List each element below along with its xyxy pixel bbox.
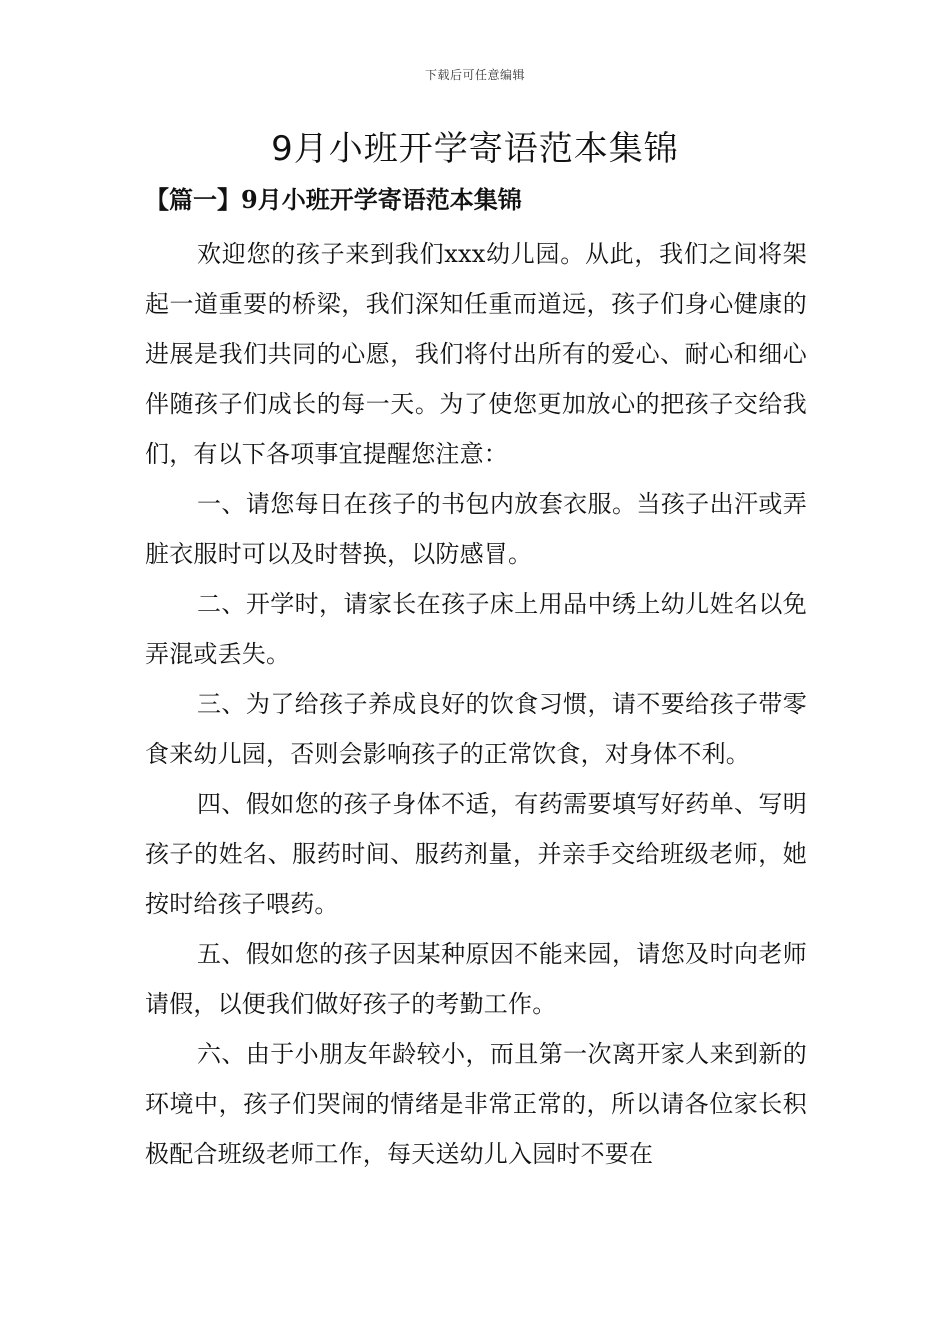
document-title: 9月小班开学寄语范本集锦 [271, 129, 679, 169]
section-heading: 【篇一】9月小班开学寄语范本集锦 [145, 185, 522, 214]
paragraph-welcome: 欢迎您的孩子来到我们xxx幼儿园。从此，我们之间将架起一道重要的桥梁，我们深知任重而道远，孩子们身心健康的进展是我们共同的心愿，我们将付出所有的爱心、耐心和细心伴随孩子们成长的每一天。为了使您更加放心的把孩子交给我们，有以下各项事宜提醒您注意： [145, 240, 807, 468]
paragraph-item-2: 二、开学时，请家长在孩子床上用品中绣上幼儿姓名以免弄混或丢失。 [145, 590, 807, 668]
header-note: 下载后可任意编辑 [424, 68, 525, 82]
paragraph-item-4: 四、假如您的孩子身体不适，有药需要填写好药单、写明孩子的姓名、服药时间、服药剂量，并亲手交给班级老师，她按时给孩子喂药。 [145, 790, 807, 918]
paragraph-item-1: 一、请您每日在孩子的书包内放套衣服。当孩子出汗或弄脏衣服时可以及时替换，以防感冒。 [145, 490, 807, 568]
paragraph-item-3: 三、为了给孩子养成良好的饮食习惯，请不要给孩子带零食来幼儿园，否则会影响孩子的正常饮食，对身体不利。 [145, 690, 807, 768]
paragraph-item-5: 五、假如您的孩子因某种原因不能来园，请您及时向老师请假，以便我们做好孩子的考勤工作。 [145, 940, 807, 1018]
paragraph-item-6: 六、由于小朋友年龄较小，而且第一次离开家人来到新的环境中，孩子们哭闹的情绪是非常正常的，所以请各位家长积极配合班级老师工作，每天送幼儿入园时不要在 [145, 1040, 807, 1168]
document-body [145, 229, 807, 1179]
